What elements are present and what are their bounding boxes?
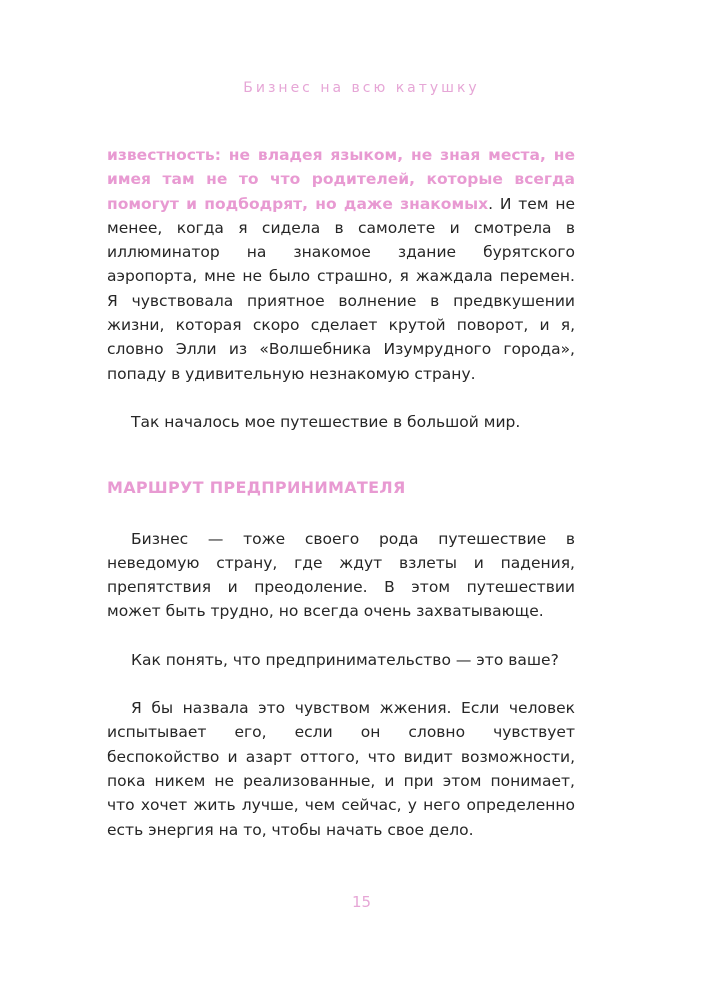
page-number: 15	[351, 893, 372, 911]
section-heading: МАРШРУТ ПРЕДПРИНИМАТЕЛЯ	[107, 478, 406, 498]
page-body	[107, 143, 575, 842]
intro-emphasis: известность: не владея языком, не зная места, не имея там не то что родителей, которые всегда помогут и подбодрят, но даже знакомых	[107, 146, 575, 213]
answer-paragraph: Я бы назвала это чувством жжения. Если человек испытывает его, если он словно чувствует беспокойство и азарт оттого, что видит возможности, пока никем не реализованные, и при этом понимает, что хочет жить лучше, чем сейчас, у него определенно есть энергия на то, чтобы начать свое дело.	[107, 699, 575, 839]
question-paragraph: Как понять, что предпринимательство — это ваше?	[131, 650, 559, 669]
running-header: Бизнес на всю катушку	[243, 80, 480, 96]
journey-paragraph: Так началось мое путешествие в большой мир.	[131, 412, 521, 431]
business-paragraph: Бизнес — тоже своего рода путешествие в неведомую страну, где ждут взлеты и падения, препятствия и преодоление. В этом путешествии может быть трудно, но всегда очень захватывающе.	[107, 529, 575, 621]
intro-rest: . И тем не менее, когда я сидела в самолете и смотрела в иллюминатор на знакомое здание бурятского аэропорта, мне не было страшно, я жаждала перемен. Я чувствовала приятное волнение в предвкушении жизни, которая скоро сделает крутой поворот, и я, словно Элли из «Волшебника Изумрудного города», попаду в удивительную незнакомую страну.	[107, 194, 576, 383]
intro-paragraph	[107, 143, 575, 386]
